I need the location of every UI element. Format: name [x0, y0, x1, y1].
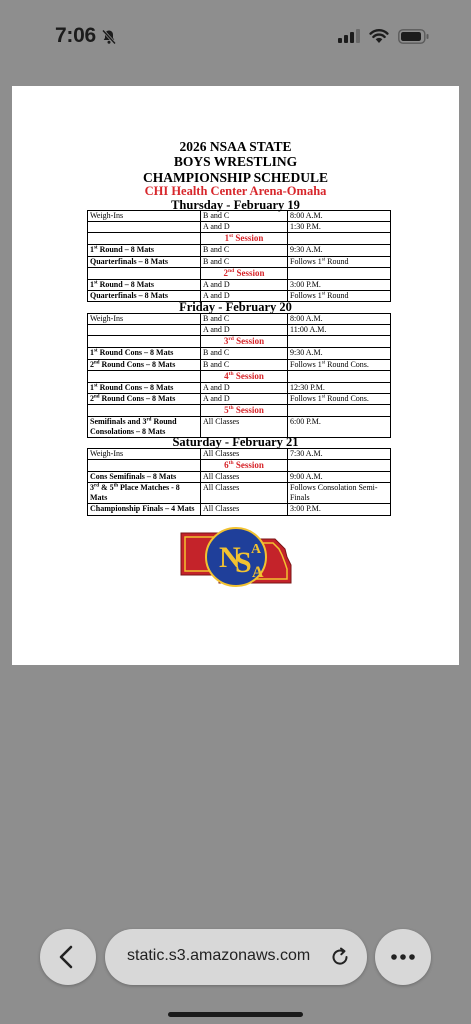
classes-cell: All Classes [201, 417, 288, 438]
chevron-left-icon [40, 929, 96, 985]
logo-letter-n: N [219, 541, 241, 574]
classes-cell: B and C [201, 359, 288, 370]
session-blank-cell [88, 267, 201, 279]
time-cell: 9:30 A.M. [288, 348, 391, 359]
schedule-row [88, 483, 391, 504]
event-cell: 1st Round Cons – 8 Mats [88, 382, 201, 393]
silent-bell-icon [101, 29, 117, 45]
reload-icon[interactable] [329, 946, 351, 968]
time-cell: Follows 1st Round [288, 256, 391, 267]
session-blank-cell [88, 233, 201, 245]
address-bar[interactable] [105, 929, 367, 985]
classes-cell: B and C [201, 211, 288, 222]
classes-cell: A and D [201, 382, 288, 393]
time-cell: 3:00 P.M. [288, 504, 391, 515]
status-time: 7:06 [55, 24, 96, 47]
schedule-table-friday [87, 313, 391, 438]
session-blank-cell [88, 370, 201, 382]
doc-title-line-2: BOYS WRESTLING [173, 154, 298, 169]
cellular-signal-icon [338, 29, 360, 43]
event-cell: Cons Semifinals – 8 Mats [88, 472, 201, 483]
time-cell: 8:00 A.M. [288, 211, 391, 222]
classes-cell: A and D [201, 222, 288, 233]
session-label: 6th Session [201, 460, 288, 472]
time-cell: 11:00 A.M. [288, 325, 391, 336]
session-blank-cell [88, 460, 201, 472]
classes-cell: A and D [201, 393, 288, 404]
schedule-row [88, 359, 391, 370]
event-cell: Weigh-Ins [88, 314, 201, 325]
classes-cell: B and C [201, 256, 288, 267]
time-cell: Follows 1st Round Cons. [288, 359, 391, 370]
event-cell: Weigh-Ins [88, 449, 201, 460]
session-label: 1st Session [201, 233, 288, 245]
session-blank-cell [88, 336, 201, 348]
event-cell: 1st Round Cons – 8 Mats [88, 348, 201, 359]
session-blank-cell [288, 267, 391, 279]
event-cell [88, 325, 201, 336]
session-row [88, 370, 391, 382]
classes-cell: All Classes [201, 472, 288, 483]
classes-cell: A and D [201, 325, 288, 336]
schedule-row [88, 314, 391, 325]
time-cell: Follows 1st Round [288, 290, 391, 301]
classes-cell: B and C [201, 348, 288, 359]
event-cell: Weigh-Ins [88, 211, 201, 222]
event-cell: 2nd Round Cons – 8 Mats [88, 393, 201, 404]
session-label: 2nd Session [201, 267, 288, 279]
ellipsis-icon [375, 929, 431, 985]
schedule-row [88, 382, 391, 393]
battery-icon [398, 29, 430, 44]
schedule-document [12, 86, 459, 665]
schedule-row [88, 222, 391, 233]
status-bar [0, 0, 471, 78]
event-cell: 2nd Round Cons – 8 Mats [88, 359, 201, 370]
event-cell: Quarterfinals – 8 Mats [88, 290, 201, 301]
schedule-row [88, 348, 391, 359]
schedule-table-saturday [87, 448, 391, 516]
schedule-row [88, 245, 391, 256]
day-heading-friday: Friday - February 20 [179, 300, 292, 314]
session-row [88, 405, 391, 417]
time-cell: 12:30 P.M. [288, 382, 391, 393]
session-row [88, 460, 391, 472]
doc-title-line-1: 2026 NSAA STATE [179, 139, 292, 154]
logo-letter-a1: A [251, 542, 262, 557]
venue-name: CHI Health Center Arena-Omaha [144, 184, 327, 198]
time-cell: Follows Consolation Semi-Finals [288, 483, 391, 504]
schedule-row [88, 472, 391, 483]
time-cell: 9:00 A.M. [288, 472, 391, 483]
home-indicator[interactable] [168, 1012, 303, 1017]
session-row [88, 267, 391, 279]
classes-cell: All Classes [201, 504, 288, 515]
time-cell: 3:00 P.M. [288, 279, 391, 290]
event-cell: Quarterfinals – 8 Mats [88, 256, 201, 267]
session-label: 5th Session [201, 405, 288, 417]
schedule-row [88, 211, 391, 222]
time-cell: 7:30 A.M. [288, 449, 391, 460]
event-cell: Semifinals and 3rd Round Consolations – 8 Mats [88, 417, 201, 438]
logo-letter-s: S [235, 546, 252, 579]
schedule-row [88, 504, 391, 515]
more-button[interactable] [375, 929, 431, 985]
event-cell: 1st Round – 8 Mats [88, 279, 201, 290]
schedule-table-thursday [87, 210, 391, 302]
session-blank-cell [288, 233, 391, 245]
classes-cell: A and D [201, 279, 288, 290]
session-blank-cell [288, 370, 391, 382]
event-cell: 1st Round – 8 Mats [88, 245, 201, 256]
classes-cell: B and C [201, 245, 288, 256]
schedule-row [88, 449, 391, 460]
session-blank-cell [88, 405, 201, 417]
schedule-row [88, 279, 391, 290]
session-label: 4th Session [201, 370, 288, 382]
wifi-icon [369, 28, 389, 44]
session-row [88, 233, 391, 245]
time-cell: 6:00 P.M. [288, 417, 391, 438]
event-cell: 3rd & 5th Place Matches - 8 Mats [88, 483, 201, 504]
session-label: 3rd Session [201, 336, 288, 348]
classes-cell: All Classes [201, 483, 288, 504]
schedule-row [88, 393, 391, 404]
nsaa-logo [179, 525, 293, 591]
doc-title-line-3: CHAMPIONSHIP SCHEDULE [143, 170, 328, 185]
url-text: static.s3.amazonaws.com [127, 947, 311, 964]
browser-bottom-bar [0, 912, 471, 1024]
event-cell [88, 222, 201, 233]
schedule-row [88, 256, 391, 267]
session-row [88, 336, 391, 348]
time-cell: 9:30 A.M. [288, 245, 391, 256]
classes-cell: All Classes [201, 449, 288, 460]
time-cell: Follows 1st Round Cons. [288, 393, 391, 404]
time-cell: 1:30 P.M. [288, 222, 391, 233]
time-cell: 8:00 A.M. [288, 314, 391, 325]
session-blank-cell [288, 405, 391, 417]
session-blank-cell [288, 460, 391, 472]
classes-cell: A and D [201, 290, 288, 301]
session-blank-cell [288, 336, 391, 348]
classes-cell: B and C [201, 314, 288, 325]
day-heading-saturday: Saturday - February 21 [172, 435, 299, 449]
event-cell: Championship Finals – 4 Mats [88, 504, 201, 515]
back-button[interactable] [40, 929, 96, 985]
day-heading-thursday: Thursday - February 19 [171, 198, 300, 212]
schedule-row [88, 325, 391, 336]
logo-letter-a2: A [252, 564, 264, 581]
